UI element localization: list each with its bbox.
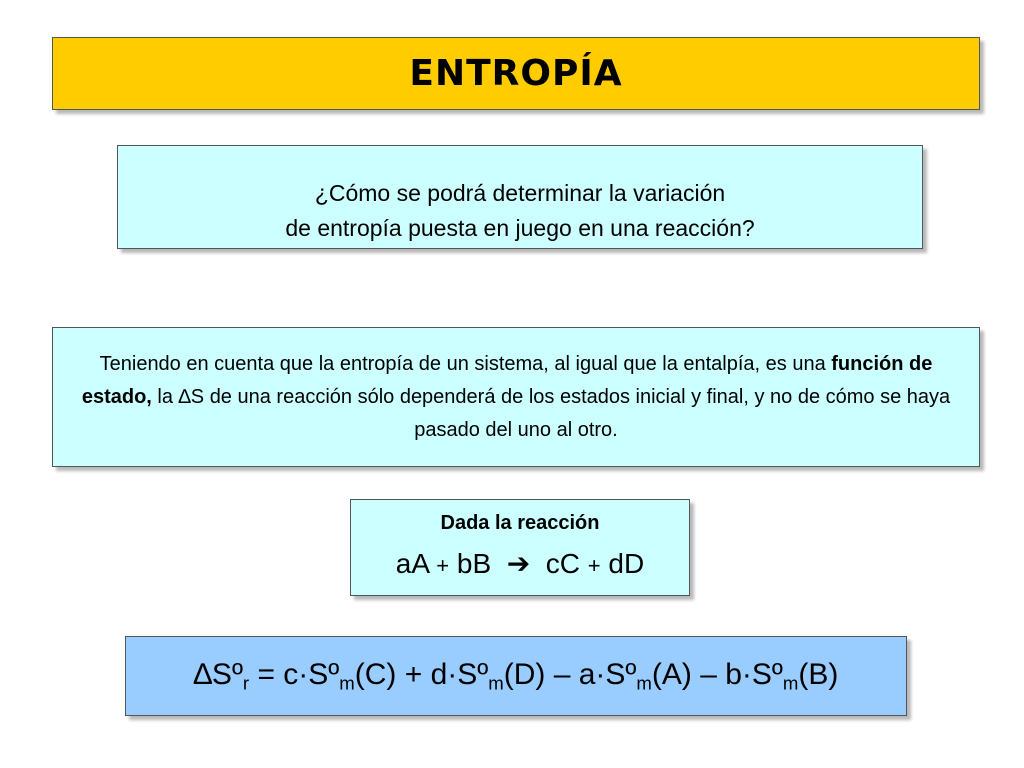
explanation-bold: función de estado, bbox=[81, 352, 933, 408]
plus-sign-1: + bbox=[436, 553, 450, 578]
entropy-formula bbox=[194, 658, 839, 695]
formula-term-4-arg: (B) bbox=[798, 657, 839, 691]
formula-lhs-subscript: r bbox=[242, 672, 250, 694]
plus-sign-2: + bbox=[587, 553, 601, 578]
reaction-arrow-icon: ➔ bbox=[506, 548, 531, 579]
formula-term-1-subscript: m bbox=[339, 672, 355, 694]
formula-lhs: ∆Sº bbox=[193, 657, 243, 691]
product-d: dD bbox=[608, 548, 645, 579]
reactant-a: aA bbox=[395, 548, 429, 579]
page-title: ENTROPÍA bbox=[409, 53, 623, 94]
formula-term-1-arg: (C) + d·Sº bbox=[354, 657, 489, 691]
formula-term-2-subscript: m bbox=[488, 672, 504, 694]
reaction-label: Dada la reacción bbox=[440, 512, 600, 534]
question-line-1: ¿Cómo se podrá determinar la variación bbox=[314, 180, 726, 206]
formula-term-1: = c·Sº bbox=[249, 657, 340, 691]
title-banner bbox=[52, 37, 980, 110]
explanation-part-1: Teniendo en cuenta que la entropía de un sistema, al igual que la entalpía, es una bbox=[99, 352, 832, 375]
product-c: cC bbox=[545, 548, 580, 579]
question-box bbox=[117, 145, 923, 249]
reactant-b: bB bbox=[456, 548, 492, 579]
question-line-2: de entropía puesta en juego en una reacción? bbox=[285, 215, 755, 241]
reaction-box bbox=[350, 499, 690, 596]
entropy-formula-box bbox=[125, 636, 907, 716]
reaction-equation bbox=[396, 547, 644, 580]
explanation-box bbox=[52, 327, 980, 467]
explanation-part-2: la ∆S de una reacción sólo dependerá de los estados inicial y final, y no de cómo se haya pasado del uno al otro. bbox=[151, 385, 951, 441]
formula-term-4-subscript: m bbox=[782, 672, 799, 694]
formula-term-2-arg: (D) – a·Sº bbox=[503, 657, 637, 691]
formula-term-3-arg: (A) – b·Sº bbox=[651, 657, 783, 691]
formula-term-3-subscript: m bbox=[636, 672, 652, 694]
explanation-text bbox=[73, 348, 959, 447]
